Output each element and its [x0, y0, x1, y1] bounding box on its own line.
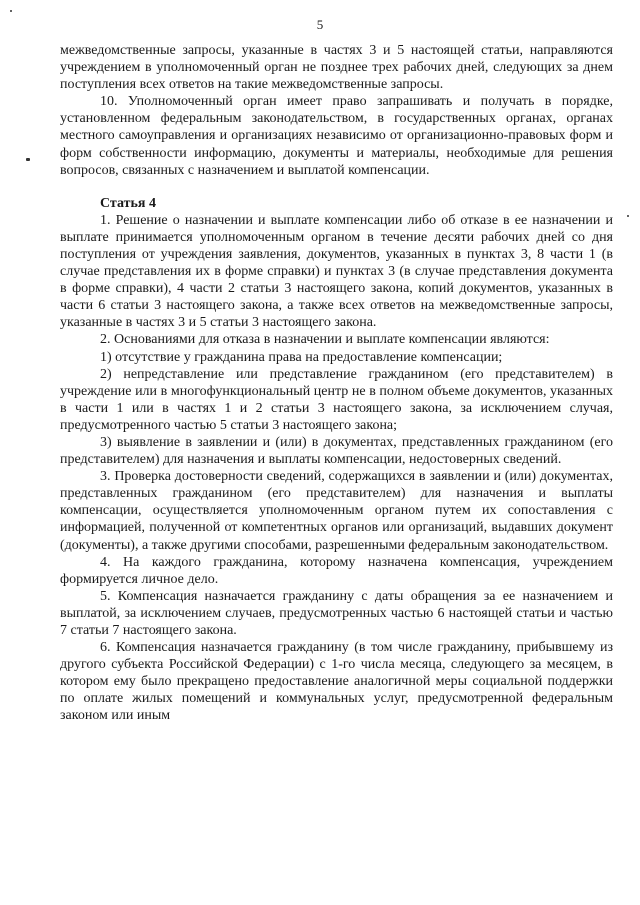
document-body: [60, 42, 613, 725]
article-list-item: 1) отсутствие у гражданина права на предоставление компенсации;: [100, 349, 503, 365]
continuation-paragraph: межведомственные запросы, указанные в частях 3 и 5 настоящей статьи, направляются учреждением в уполномоченный орган не позднее трех рабочих дней, следующих за днем поступления всех ответов на такие межведомственные запросы.: [60, 43, 613, 93]
scan-speck: [10, 10, 12, 12]
article-paragraph: 5. Компенсация назначается гражданину с даты обращения за ее назначением и выплатой, за исключением случаев, предусмотренных частью 6 настоящей статьи и частью 7 статьи 7 настоящего закона.: [60, 588, 613, 638]
article-paragraph: 3. Проверка достоверности сведений, содержащихся в заявлении и (или) документах, представленных гражданином (его представителем) для назначения и выплаты компенсации, осуществляется уполномоченным органом путем их сопоставления с информацией, полученной от компетентных органов или организаций, выдавших документ (документы), а также другими способами, разрешенными федеральным законодательством.: [60, 469, 613, 553]
article-paragraph: 6. Компенсация назначается гражданину (в том числе гражданину, прибывшему из другого субъекта Российской Федерации) с 1-го числа месяца, следующего за месяцем, в котором ему было прекращено предоставление аналогичной меры социальной поддержки по оплате жилых помещений и коммунальных услуг, предусмотренной федеральным законом или иным: [60, 640, 613, 724]
page-number: 5: [316, 17, 324, 32]
article-paragraph: 4. На каждого гражданина, которому назначена компенсация, учреждением формируется личное дело.: [60, 554, 613, 587]
scan-speck: [26, 158, 30, 161]
scan-speck: [627, 215, 629, 217]
article-paragraph: 2. Основаниями для отказа в назначении и выплате компенсации являются:: [100, 332, 550, 348]
article-heading: Статья 4: [100, 195, 156, 211]
section-gap: [60, 179, 613, 195]
paragraph-10: 10. Уполномоченный орган имеет право запрашивать и получать в порядке, установленном федеральным законодательством, в государственных органах, органах местного самоуправления и организациях независимо от организационно-правовых форм и форм собственности информацию, документы и материалы, необходимые для решения вопросов, связанных с назначением и выплатой компенсации.: [60, 94, 613, 178]
article-list-item: 3) выявление в заявлении и (или) в документах, представленных гражданином (его представителем) для назначения и выплаты компенсации, недостоверных сведений.: [60, 434, 613, 468]
article-list-item: 2) непредставление или представление гражданином (его представителем) в учреждение или в многофункциональный центр не в полном объеме документов, указанных в части 1 или в частях 1 и 2 статьи 3 настоящего закона, за исключением случая, предусмотренного частью 5 статьи 3 настоящего закона;: [60, 366, 613, 433]
article-paragraph: 1. Решение о назначении и выплате компенсации либо об отказе в ее назначении и выплате принимается уполномоченным органом в течение десяти рабочих дней со дня поступления от учреждения заявления, документов, указанных в пунктах 3, 8 части 1 (в случае представления их в форме справки) и пунктах 3 (в случае представления документа в форме справки), 4 части 2 статьи 3 настоящего закона, копий документов, указанных в части 6 статьи 3 настоящего закона, а также всех ответов на межведомственные запросы, указанные в частях 3 и 5 статьи 3 настоящего закона.: [60, 212, 613, 331]
